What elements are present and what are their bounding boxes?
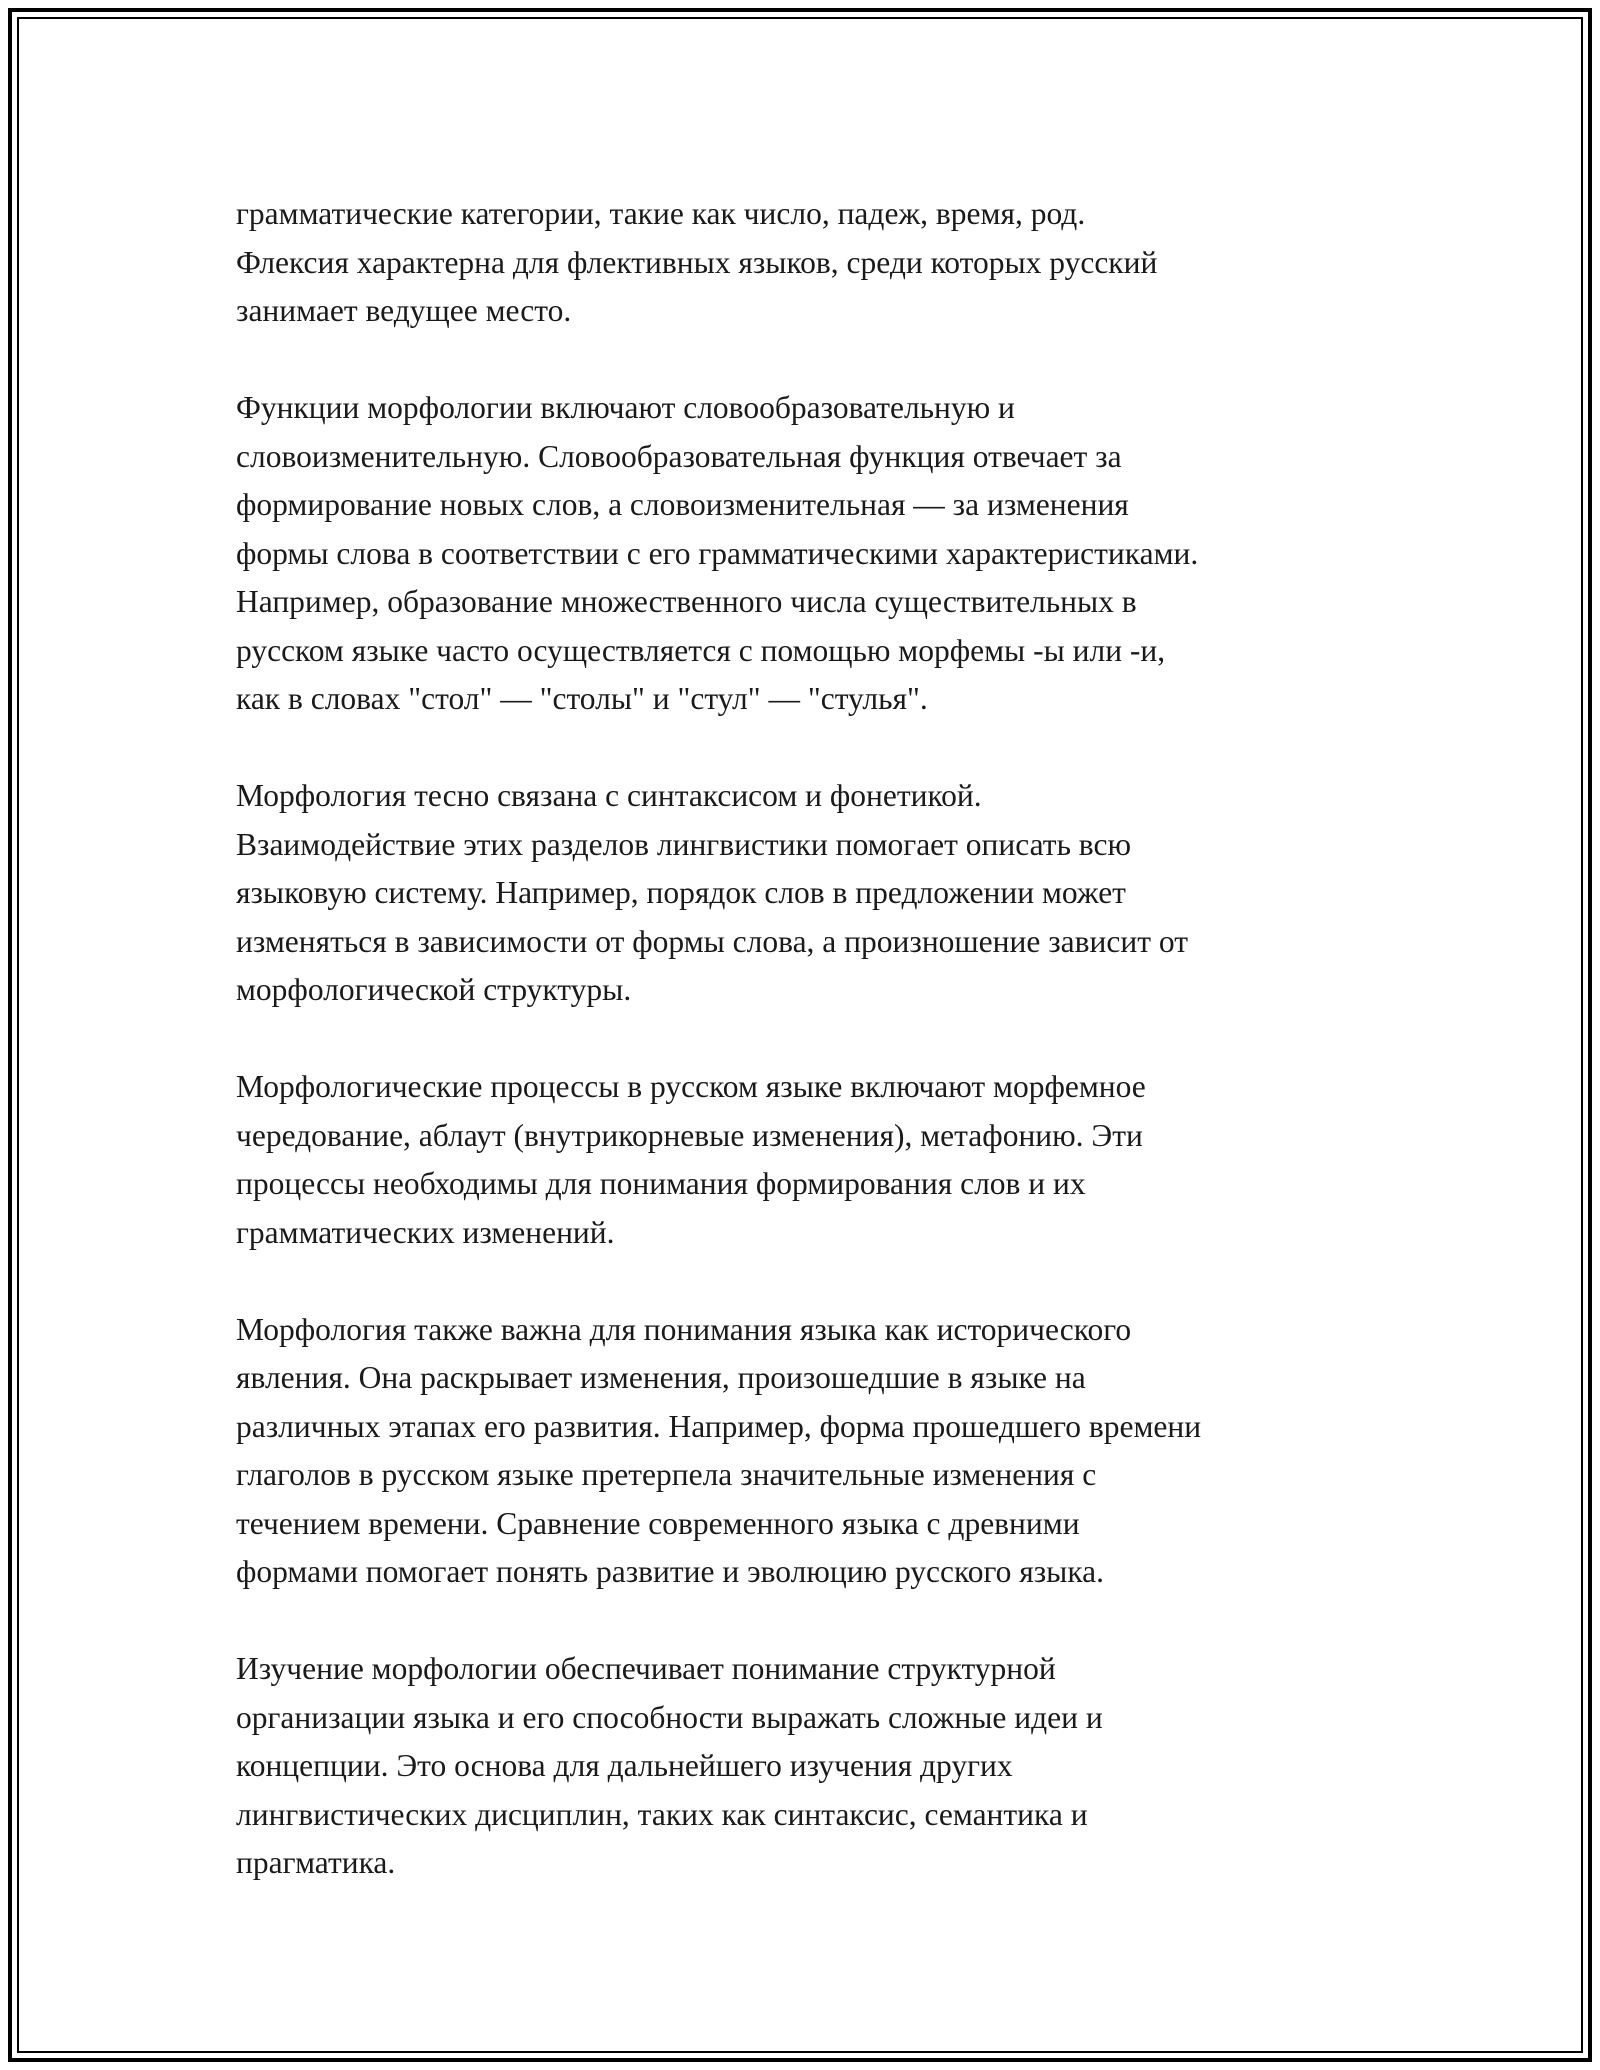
text-line: прагматика. [236,1845,396,1880]
paragraph-2 [236,384,1376,724]
text-line: Флексия характерна для флективных языков, среди которых русский [236,244,1158,280]
text-line: формы слова в соответствии с его грамматическими характеристиками. [236,535,1199,571]
paragraph-3 [236,772,1376,1015]
text-line: Морфология тесно связана с синтаксисом и фонетикой. [236,778,982,813]
paragraph-6 [236,1645,1376,1888]
paragraph-4 [236,1063,1376,1257]
text-line: организации языка и его способности выражать сложные идеи и [236,1699,1103,1735]
paragraph-5 [236,1306,1376,1597]
text-line: концепции. Это основа для дальнейшего изучения других [236,1748,1013,1783]
text-line: Взаимодействие этих разделов лингвистики помогает описать всю [236,826,1132,862]
text-line: чередование, аблаут (внутрикорневые изменения), метафонию. Эти [236,1117,1143,1153]
text-line: Изучение морфологии обеспечивает понимание структурной [236,1651,1056,1686]
text-line: различных этапах его развития. Например, форма прошедшего времени [236,1408,1202,1444]
paragraph-1 [236,190,1376,336]
text-line: формами помогает понять развитие и эволюцию русского языка. [236,1554,1105,1589]
text-line: Морфология также важна для понимания языка как исторического [236,1311,1132,1347]
text-line: явления. Она раскрывает изменения, произошедшие в языке на [236,1360,1086,1395]
text-line: грамматических изменений. [236,1214,615,1250]
text-line: Функции морфологии включают словообразовательную и [236,390,1015,425]
text-line: процессы необходимы для понимания формирования слов и их [236,1166,1086,1201]
text-line: Морфологические процессы в русском языке включают морфемное [236,1069,1146,1104]
text-line: занимает ведущее место. [236,293,572,328]
text-line: русском языке часто осуществляется с помощью морфемы -ы или -и, [236,632,1166,668]
text-line: глаголов в русском языке претерпела значительные изменения с [236,1457,1097,1492]
text-line: формирование новых слов, а словоизменительная — за изменения [236,487,1129,522]
text-line: течением времени. Сравнение современного языка с древними [236,1505,1080,1541]
text-line: словоизменительную. Словообразовательная функция отвечает за [236,438,1122,474]
text-line: лингвистических дисциплин, таких как синтаксис, семантика и [236,1796,1088,1832]
text-line: языковую систему. Например, порядок слов в предложении может [236,875,1126,910]
text-line: изменяться в зависимости от формы слова, а произношение зависит от [236,923,1188,959]
text-line: как в словах "стол" — "столы" и "стул" — "стулья". [236,681,928,716]
document-body [236,190,1376,1936]
text-line: Например, образование множественного числа существительных в [236,584,1137,619]
text-line: морфологической структуры. [236,972,632,1007]
text-line: грамматические категории, такие как число, падеж, время, род. [236,196,1086,231]
